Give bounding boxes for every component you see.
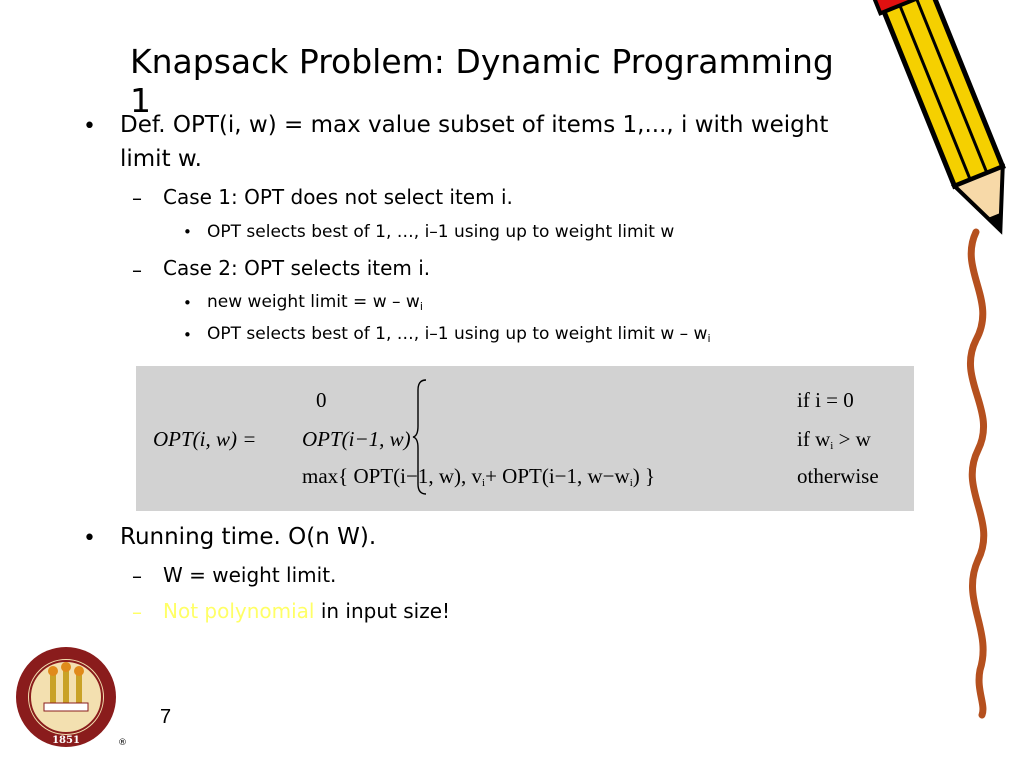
- case-1-detail: OPT selects best of 1, …, i–1 using up to weight limit w: [207, 222, 675, 242]
- slide-title: Knapsack Problem: Dynamic Programming 1: [130, 42, 834, 120]
- subscript-i: i: [419, 300, 423, 313]
- page-number: 7: [160, 706, 172, 728]
- case-value-2-text: OPT(i−1, w): [302, 427, 411, 451]
- dash-marker: –: [132, 600, 142, 624]
- case-2-weight-limit: [207, 292, 423, 313]
- weight-limit-note: W = weight limit.: [163, 563, 337, 587]
- pencil-icon: [848, 0, 1018, 720]
- subscript-i: i: [707, 332, 711, 345]
- case-2-detail: [207, 324, 711, 345]
- dash-marker: –: [132, 564, 142, 588]
- definition-line-2: limit w.: [120, 146, 202, 172]
- case-2-detail-text: OPT selects best of 1, …, i–1 using up to weight limit w – w: [207, 324, 708, 344]
- case-value-1: 0: [316, 388, 327, 412]
- condition-3: otherwise: [797, 464, 879, 488]
- condition-2-part1: if w: [797, 427, 831, 451]
- condition-1: if i = 0: [797, 388, 854, 412]
- dash-marker: –: [132, 186, 142, 210]
- dash-marker: –: [132, 258, 142, 282]
- bullet-marker: •: [183, 294, 192, 312]
- case-value-3-part1: max{ OPT(i−1, w), v: [302, 464, 482, 488]
- polynomial-note-rest: in input size!: [314, 599, 451, 623]
- bullet-marker: •: [83, 114, 96, 139]
- case-2-label: Case 2: OPT selects item i.: [163, 256, 431, 280]
- case-1-label: Case 1: OPT does not select item i.: [163, 185, 513, 209]
- polynomial-note: [163, 599, 450, 623]
- university-seal-icon: [14, 645, 126, 755]
- registered-mark: ®: [118, 738, 127, 748]
- recurrence-formula: [136, 366, 914, 511]
- definition-line-1: Def. OPT(i, w) = max value subset of items 1,..., i with weight: [120, 112, 829, 138]
- subscript-i: i: [830, 440, 834, 452]
- condition-2-part2: > w: [838, 427, 871, 451]
- seal-year: 1851: [52, 735, 80, 746]
- bullet-marker: •: [183, 223, 192, 241]
- formula-lhs: [153, 427, 256, 452]
- case-value-2: [302, 427, 411, 452]
- case-value-3-part3: ) }: [632, 464, 656, 488]
- bullet-marker: •: [83, 526, 96, 551]
- case-2-weight-text: new weight limit = w – w: [207, 292, 420, 312]
- case-value-3-part2: + OPT(i−1, w−w: [485, 464, 630, 488]
- formula-lhs-text: OPT(i, w) =: [153, 427, 257, 451]
- running-time: Running time. O(n W).: [120, 524, 377, 550]
- subscript-i: i: [482, 477, 486, 489]
- not-polynomial-highlight: Not polynomial: [163, 599, 315, 623]
- subscript-i: i: [629, 477, 633, 489]
- case-value-3: [302, 464, 655, 489]
- bullet-marker: •: [183, 326, 192, 344]
